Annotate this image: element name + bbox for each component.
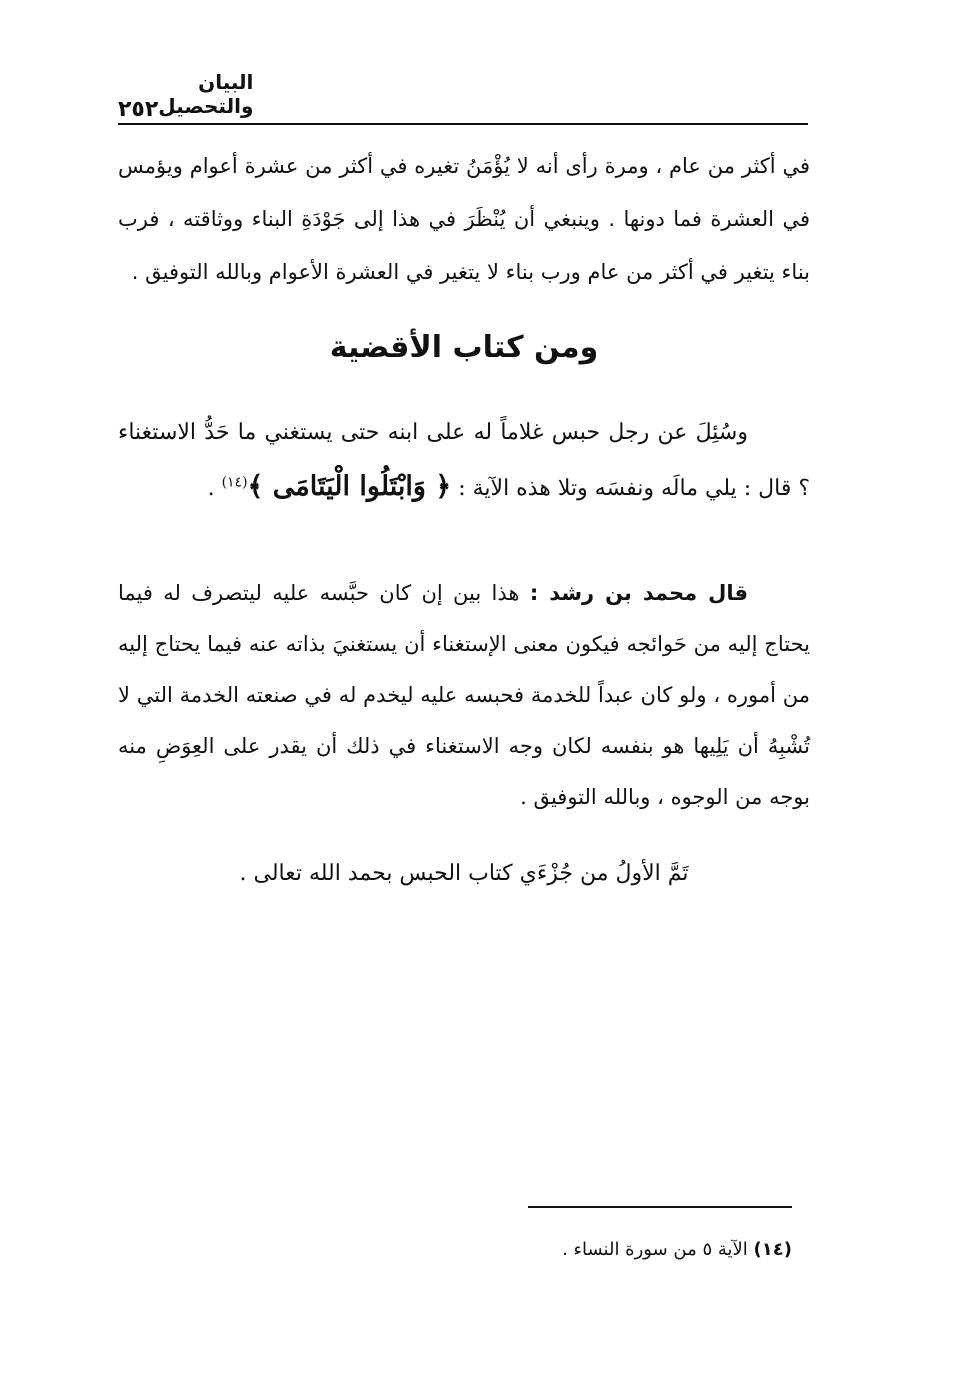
commentary-speaker: قال محمد بن رشد :: [529, 581, 749, 605]
section-title: ومن كتاب الأقضية: [329, 330, 599, 365]
commentary-text: هذا بين إن كان حبَّسه عليه ليتصرف له فيما يحتاج إليه من حَوائجه فيكون معنى الإستغناء أن يستغنيَ بذاته عنه فيما يحتاج إليه من أموره ، ولو كان عبداً للخدمة فحبسه عليه ليخدم له في صنعته الخدمة التي لا تُشْبِهُ أن يَلِيها هو بنفسه لكان وجه الاستغناء في ذلك أن يقدر على العِوَضِ منه بوجه من الوجوه ، وبالله التوفيق .: [118, 581, 810, 809]
footnote-reference: (١٤): [221, 474, 248, 491]
footnote-rule: [528, 1206, 792, 1208]
running-title: البيان والتحصيل: [158, 70, 254, 118]
question-text: وسُئِلَ عن رجل حبس غلاماً له على ابنه حتى يستغني ما حَدُّ الاستغناء ؟ قال : يلي مالَه ونفسَه وتلا هذه الآية :: [118, 420, 810, 501]
commentary-paragraph: [118, 568, 810, 823]
question-end: .: [207, 476, 222, 501]
page-header: [118, 70, 808, 122]
paragraph-continuation: في أكثر من عام ، ومرة رأى أنه لا يُؤْمَنُ تغيره في أكثر من عشرة أعوام ويؤمس في العشرة فما دونها . وينبغي أن يُنْظَرَ في هذا إلى جَوْدَةِ البناء ووثاقته ، فرب بناء يتغير في أكثر من عام ورب بناء لا يتغير في العشرة الأعوام وبالله التوفيق .: [118, 154, 810, 284]
footnote: [400, 1230, 792, 1270]
header-rule: [118, 123, 808, 125]
quran-verse: ﴿ وَابْتَلُوا الْيَتَامَى ﴾: [247, 471, 452, 502]
page-number: ٢٥٢: [118, 97, 159, 122]
footnote-number: (١٤): [753, 1239, 792, 1260]
footnote-text: الآية ٥ من سورة النساء .: [562, 1239, 748, 1260]
closing-line: تَمَّ الأولُ من جُزْءَي كتاب الحبس بحمد الله تعالى .: [239, 861, 689, 886]
question-paragraph: [118, 406, 810, 516]
